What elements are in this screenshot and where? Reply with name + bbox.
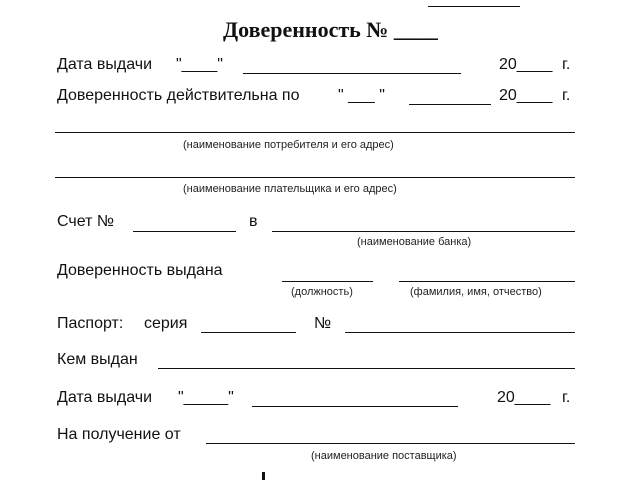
bank-caption: (наименование банка) — [357, 236, 472, 248]
passport-series-field[interactable] — [201, 332, 296, 333]
valid-until-label: Доверенность действительна по — [57, 87, 300, 104]
position-field[interactable] — [282, 281, 373, 282]
receipt-from-label: На получение от — [57, 426, 181, 443]
passport-date-year[interactable]: 20____ — [497, 389, 551, 406]
passport-label: Паспорт: — [57, 315, 124, 332]
valid-until-month-field[interactable] — [409, 104, 491, 105]
passport-date-day[interactable]: "_____" — [178, 389, 234, 406]
issue-date-month-field[interactable] — [243, 73, 461, 74]
cut-off-text-fragment — [262, 472, 265, 480]
payer-caption: (наименование плательщика и его адрес) — [183, 183, 397, 195]
passport-date-year-suffix: г. — [562, 389, 571, 406]
passport-number-label: № — [314, 315, 332, 332]
account-number-field[interactable] — [133, 231, 236, 232]
issued-by-field[interactable] — [158, 368, 575, 369]
account-label: Счет № — [57, 213, 115, 230]
consumer-field[interactable] — [55, 132, 575, 133]
supplier-field[interactable] — [206, 443, 575, 444]
valid-until-year[interactable]: 20____ — [499, 87, 553, 104]
valid-until-day[interactable]: " ___ " — [338, 87, 385, 104]
bank-field[interactable] — [272, 231, 575, 232]
payer-field[interactable] — [55, 177, 575, 178]
passport-date-month-field[interactable] — [252, 406, 458, 407]
position-caption: (должность) — [291, 286, 353, 298]
supplier-caption: (наименование поставщика) — [311, 450, 457, 462]
issue-date-year-suffix: г. — [562, 56, 571, 73]
full-name-caption: (фамилия, имя, отчество) — [410, 286, 542, 298]
issued-to-label: Доверенность выдана — [57, 262, 223, 279]
issue-date-label: Дата выдачи — [57, 56, 153, 73]
consumer-caption: (наименование потребителя и его адрес) — [183, 139, 394, 151]
passport-series-label: серия — [144, 315, 188, 332]
page-title: Доверенность № ____ — [223, 17, 438, 42]
issue-date-year[interactable]: 20____ — [499, 56, 553, 73]
account-in-label: в — [249, 213, 258, 230]
issued-by-label: Кем выдан — [57, 351, 138, 368]
valid-until-year-suffix: г. — [562, 87, 571, 104]
full-name-field[interactable] — [399, 281, 575, 282]
top-right-rule — [428, 6, 520, 7]
passport-date-label: Дата выдачи — [57, 389, 153, 406]
issue-date-day[interactable]: "____" — [176, 56, 223, 73]
passport-number-field[interactable] — [345, 332, 575, 333]
